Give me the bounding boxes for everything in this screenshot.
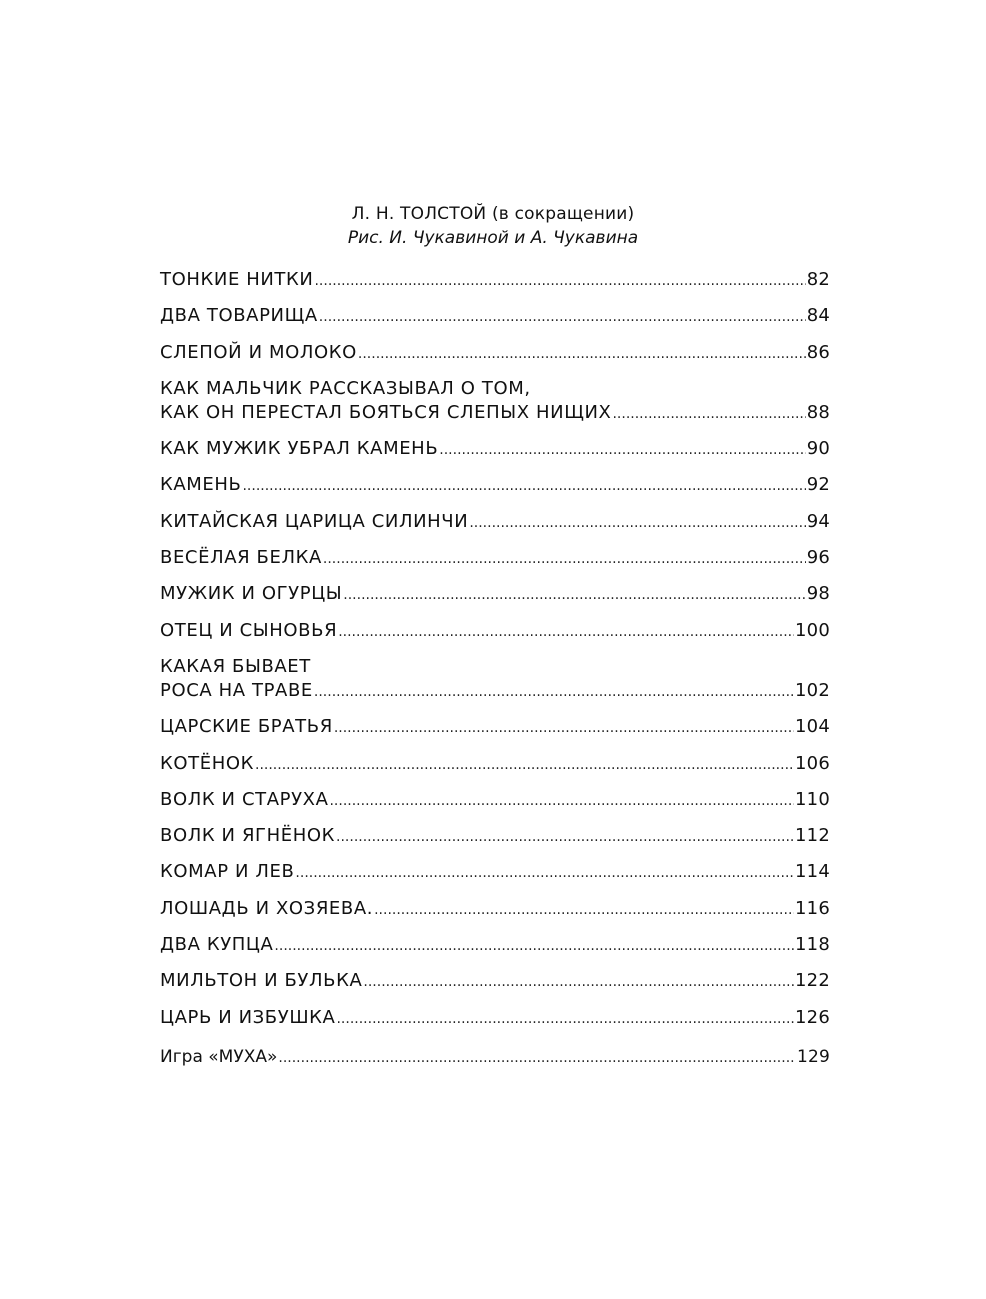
- leader-dots: [255, 753, 794, 777]
- toc-entry-title-first-line: КАКАЯ БЫВАЕТ: [160, 655, 311, 677]
- toc-entry-page: 102: [795, 679, 830, 701]
- toc-entry-page: 82: [806, 269, 830, 290]
- table-of-contents: [160, 268, 830, 1042]
- toc-entry-title: ВЕСЁЛАЯ БЕЛКА: [160, 547, 322, 569]
- toc-entry-page: 122: [795, 970, 830, 992]
- toc-entry-page: 106: [795, 752, 830, 774]
- toc-entry-title: КАМЕНЬ: [160, 474, 242, 496]
- leader-dots: [329, 789, 794, 813]
- toc-entry-title: ТОНКИЕ НИТКИ: [160, 269, 314, 290]
- toc-entry-title: КОТЁНОК: [160, 752, 254, 774]
- toc-entry[interactable]: [160, 510, 830, 535]
- toc-entry[interactable]: [160, 377, 830, 426]
- leader-dots: [612, 402, 805, 426]
- toc-entry-page: 86: [806, 341, 830, 363]
- toc-entry[interactable]: [160, 619, 830, 644]
- toc-entry-title: ДВА КУПЦА: [160, 934, 274, 956]
- leader-dots: [363, 970, 794, 994]
- toc-entry-page: 88: [806, 401, 830, 423]
- leader-dots: [336, 825, 794, 849]
- toc-entry-title: Игра «МУХА»: [160, 1047, 278, 1067]
- toc-entry-title: ЦАРСКИЕ БРАТЬЯ: [160, 716, 333, 738]
- toc-entry[interactable]: [160, 655, 830, 704]
- toc-entry-title: КАК ОН ПЕРЕСТАЛ БОЯТЬСЯ СЛЕПЫХ НИЩИХ: [160, 401, 612, 423]
- toc-entry-page: 98: [806, 583, 830, 605]
- toc-entry[interactable]: [160, 752, 830, 777]
- toc-entry-title: СЛЕПОЙ И МОЛОКО: [160, 341, 357, 363]
- leader-dots: [338, 620, 794, 644]
- toc-entry-page: 94: [806, 510, 830, 532]
- toc-entry-page: 104: [795, 716, 830, 738]
- leader-dots: [319, 305, 806, 329]
- leader-dots: [295, 861, 794, 885]
- toc-entry[interactable]: [160, 715, 830, 740]
- toc-entry-title: ОТЕЦ И СЫНОВЬЯ: [160, 619, 338, 641]
- toc-entry-page: 96: [806, 547, 830, 569]
- leader-dots: [469, 511, 805, 535]
- leader-dots: [358, 342, 806, 366]
- toc-entry-title: РОСА НА ТРАВЕ: [160, 679, 313, 701]
- toc-entry-title: МУЖИК И ОГУРЦЫ: [160, 583, 343, 605]
- toc-entry[interactable]: [160, 473, 830, 498]
- toc-entry-page: 126: [795, 1006, 830, 1028]
- leader-dots: [278, 1046, 796, 1070]
- leader-dots: [314, 680, 794, 704]
- toc-entry[interactable]: [160, 897, 830, 922]
- toc-entry-page: 116: [795, 897, 830, 919]
- toc-entry-page: 100: [795, 619, 830, 641]
- toc-entry-title: КАК МУЖИК УБРАЛ КАМЕНЬ: [160, 438, 439, 460]
- toc-entry[interactable]: [160, 1006, 830, 1031]
- toc-entry[interactable]: [160, 969, 830, 994]
- leader-dots: [274, 934, 794, 958]
- toc-entry-title: КОМАР И ЛЕВ: [160, 861, 295, 883]
- toc-entry[interactable]: [160, 304, 830, 329]
- toc-entry-page: 114: [795, 861, 830, 883]
- author-line: Л. Н. ТОЛСТОЙ (в сокращении): [351, 204, 635, 224]
- illustrators-line: Рис. И. Чукавиной и А. Чукавина: [347, 228, 639, 248]
- toc-entry-title: ДВА ТОВАРИЩА: [160, 305, 318, 327]
- leader-dots: [336, 1007, 794, 1031]
- toc-entry-page: 84: [806, 305, 830, 327]
- toc-header: [0, 202, 986, 250]
- toc-entry-title-first-line: КАК МАЛЬЧИК РАССКАЗЫВАЛ О ТОМ,: [160, 377, 531, 399]
- toc-entry-game[interactable]: [160, 1045, 830, 1070]
- toc-entry-title: ЛОШАДЬ И ХОЗЯЕВА.: [160, 897, 374, 919]
- toc-entry-page: 92: [806, 474, 830, 496]
- leader-dots: [314, 269, 805, 293]
- toc-entry-page: 90: [806, 438, 830, 460]
- toc-entry[interactable]: [160, 860, 830, 885]
- toc-entry[interactable]: [160, 788, 830, 813]
- leader-dots: [242, 474, 805, 498]
- toc-entry-title: КИТАЙСКАЯ ЦАРИЦА СИЛИНЧИ: [160, 510, 469, 532]
- leader-dots: [334, 716, 794, 740]
- toc-entry[interactable]: [160, 933, 830, 958]
- toc-entry-page: 112: [795, 825, 830, 847]
- leader-dots: [439, 438, 805, 462]
- toc-entry[interactable]: [160, 582, 830, 607]
- toc-entry-page: 110: [795, 788, 830, 810]
- toc-entry[interactable]: [160, 824, 830, 849]
- toc-entry-title: МИЛЬТОН И БУЛЬКА: [160, 970, 363, 992]
- toc-entry[interactable]: [160, 268, 830, 293]
- toc-entry[interactable]: [160, 341, 830, 366]
- toc-entry[interactable]: [160, 546, 830, 571]
- toc-entry-title: ЦАРЬ И ИЗБУШКА: [160, 1006, 336, 1028]
- leader-dots: [343, 583, 805, 607]
- toc-entry-page: 129: [796, 1047, 830, 1067]
- toc-entry-title: ВОЛК И ЯГНЁНОК: [160, 825, 336, 847]
- toc-entry[interactable]: [160, 437, 830, 462]
- toc-entry-title: ВОЛК И СТАРУХА: [160, 788, 329, 810]
- leader-dots: [374, 898, 794, 922]
- toc-entry-page: 118: [795, 934, 830, 956]
- leader-dots: [323, 547, 806, 571]
